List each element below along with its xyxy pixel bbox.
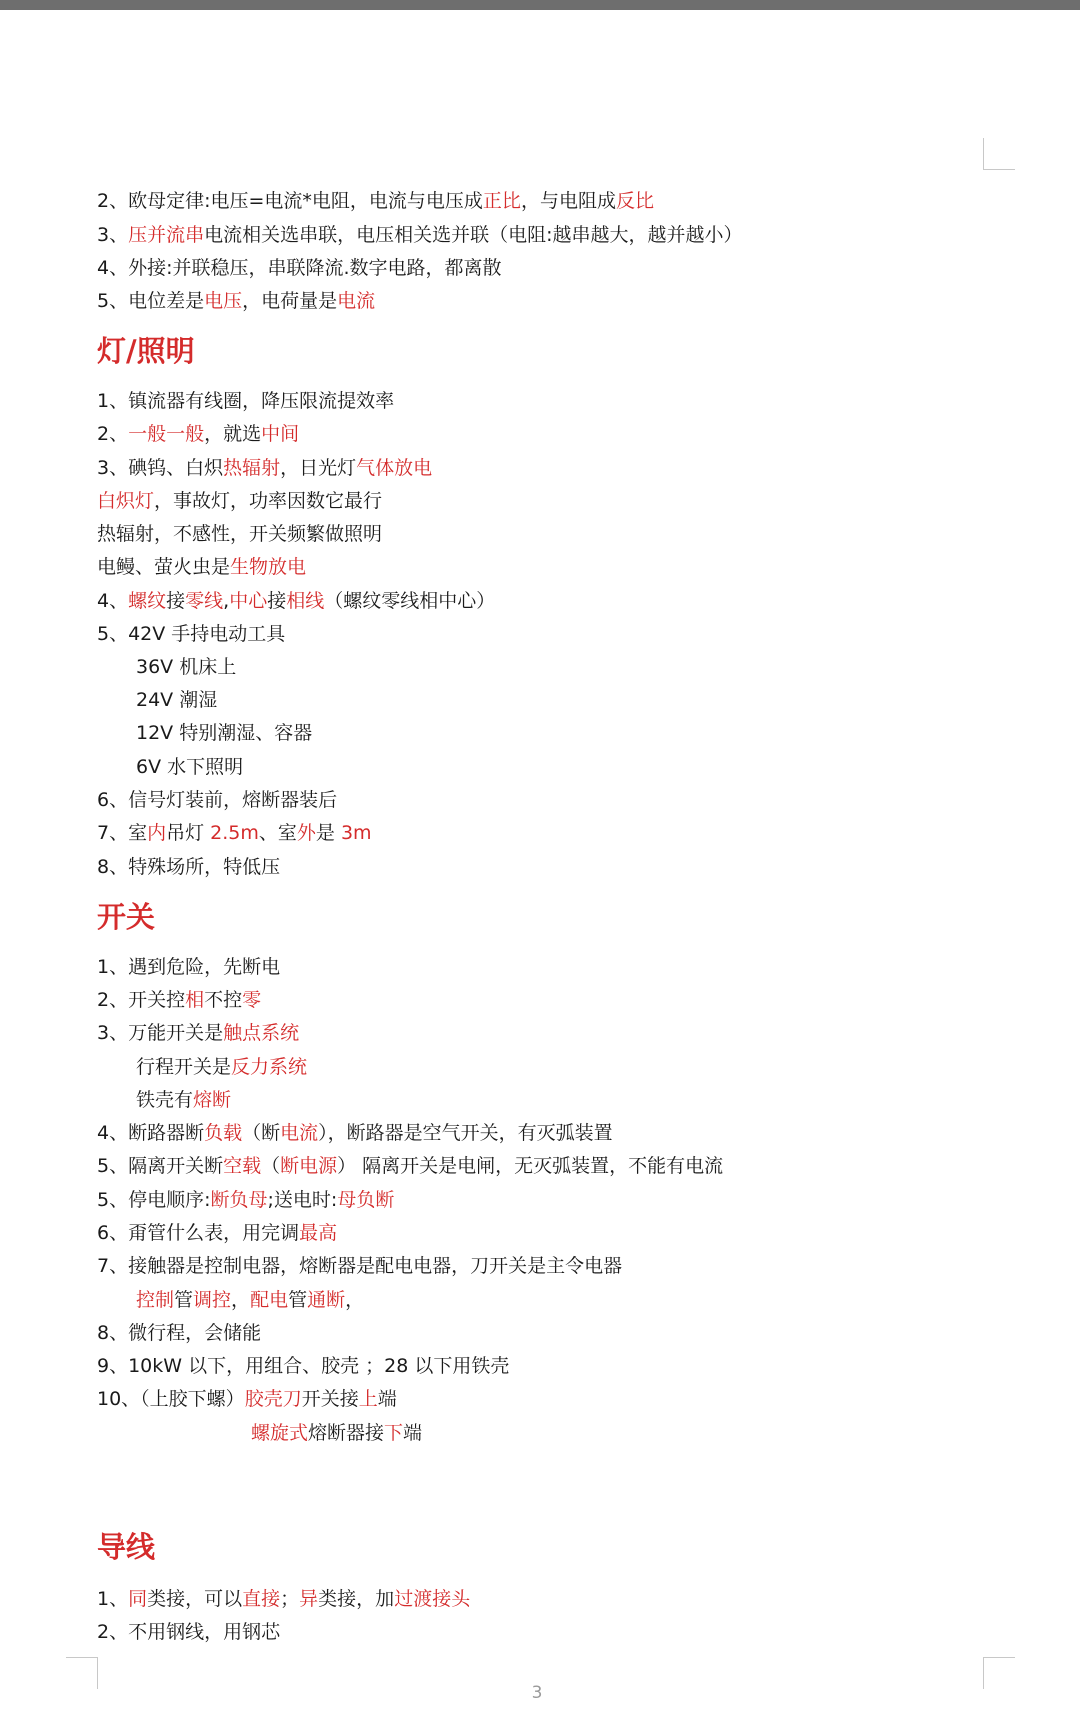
highlight-text: 电流	[280, 1122, 319, 1144]
text-segment: ;送电时:	[267, 1189, 338, 1211]
highlight-text: 熔断	[193, 1089, 232, 1111]
text-segment: 2、	[97, 423, 129, 445]
text-segment: 管	[174, 1289, 194, 1311]
highlight-text: 正比	[482, 190, 521, 212]
highlight-text: 反力系统	[231, 1056, 308, 1078]
text-segment: ，	[231, 1289, 251, 1311]
highlight-text: 中心	[229, 590, 268, 612]
highlight-text: 中间	[261, 423, 300, 445]
highlight-text: 2.5m	[210, 822, 259, 844]
text-segment: 8、特殊场所，特低压	[97, 856, 281, 878]
highlight-text: 配电	[250, 1289, 289, 1311]
text-line	[97, 288, 375, 314]
text-line	[97, 388, 394, 414]
text-segment: 3、	[97, 224, 129, 246]
text-segment: ） 隔离开关是电闸，无灭弧装置，不能有电流	[337, 1155, 724, 1177]
text-segment: ；	[280, 1588, 300, 1610]
text-line	[97, 1353, 509, 1379]
highlight-text: 压并流串	[128, 224, 205, 246]
text-segment: 24V 潮湿	[136, 689, 218, 711]
text-segment: 接	[267, 590, 287, 612]
text-segment: 电鳗、萤火虫是	[97, 556, 231, 578]
text-segment: 8、微行程，会储能	[97, 1322, 262, 1344]
page-number: 3	[531, 1683, 543, 1703]
section-heading-lighting: 灯/照明	[97, 334, 195, 368]
text-segment: 端	[377, 1388, 397, 1410]
highlight-text: 内	[147, 822, 167, 844]
highlight-text: 异	[299, 1588, 319, 1610]
text-segment: 12V 特别潮湿、容器	[136, 722, 313, 744]
highlight-text: 上	[358, 1388, 378, 1410]
crop-mark-top-right	[983, 138, 1015, 170]
highlight-text: 母负断	[337, 1189, 395, 1211]
text-line	[97, 1619, 280, 1645]
text-segment: 9、10kW 以下，用组合、胶壳 ；28 以下用铁壳	[97, 1355, 510, 1377]
text-line	[97, 255, 502, 281]
text-segment: 2、开关控	[97, 989, 186, 1011]
text-line	[136, 687, 217, 713]
text-segment: 7、接触器是控制电器，熔断器是配电电器，刀开关是主令电器	[97, 1255, 623, 1277]
section-heading-switch: 开关	[97, 900, 156, 934]
text-segment: 7、室	[97, 822, 148, 844]
highlight-text: 空载	[223, 1155, 262, 1177]
text-segment: 3、万能开关是	[97, 1022, 224, 1044]
highlight-text: 零	[242, 989, 262, 1011]
text-segment: 6V 水下照明	[136, 756, 244, 778]
highlight-text: 控制	[136, 1289, 175, 1311]
text-line	[97, 820, 372, 846]
text-segment: 10、（上胶下螺）	[97, 1388, 245, 1410]
text-segment: 行程开关是	[136, 1056, 232, 1078]
highlight-text: 气体放电	[356, 457, 433, 479]
text-segment: （断	[242, 1122, 281, 1144]
window-top-bar	[0, 0, 1080, 10]
text-segment: 类接，可以	[147, 1588, 243, 1610]
text-segment: ，	[345, 1289, 365, 1311]
text-segment: 熔断器接	[308, 1422, 385, 1444]
highlight-text: 电压	[204, 290, 243, 312]
text-segment: （螺纹零线相中心）	[324, 590, 496, 612]
highlight-text: 热辐射	[223, 457, 281, 479]
highlight-text: 螺旋式	[251, 1422, 309, 1444]
text-segment: 3、碘钨、白炽	[97, 457, 224, 479]
text-line	[97, 621, 285, 647]
text-line	[97, 554, 306, 580]
text-segment: 5、42V 手持电动工具	[97, 623, 286, 645]
text-line	[97, 1187, 394, 1213]
text-segment: 是	[315, 822, 341, 844]
crop-mark-bottom-right	[983, 1657, 1015, 1689]
text-segment: 电流相关选串联，电压相关选并联（电阻:越串越大，越并越小）	[204, 224, 743, 246]
text-segment: 热辐射，不感性，开关频繁做照明	[97, 523, 383, 545]
highlight-text: 相线	[286, 590, 325, 612]
text-segment: ，就选	[204, 423, 262, 445]
text-segment: 端	[403, 1422, 423, 1444]
text-line	[97, 188, 654, 214]
text-segment: 2、不用钢线，用钢芯	[97, 1621, 281, 1643]
text-segment: 1、	[97, 1588, 129, 1610]
highlight-text: 通断	[307, 1289, 346, 1311]
text-line	[97, 1586, 470, 1612]
text-segment: 5、电位差是	[97, 290, 205, 312]
text-segment: 铁壳有	[136, 1089, 194, 1111]
highlight-text: 一般一般	[128, 423, 205, 445]
text-segment: 5、隔离开关断	[97, 1155, 224, 1177]
text-line	[97, 1386, 397, 1412]
text-segment: 4、	[97, 590, 129, 612]
text-segment: 开关接	[301, 1388, 359, 1410]
highlight-text: 断负母	[210, 1189, 268, 1211]
highlight-text: 螺纹	[128, 590, 167, 612]
text-segment: 4、断路器断	[97, 1122, 205, 1144]
text-segment: 5、停电顺序:	[97, 1189, 211, 1211]
text-segment: 2、欧母定律:电压=电流*电阻，电流与电压成	[97, 190, 483, 212]
text-segment: 1、镇流器有线圈，降压限流提效率	[97, 390, 395, 412]
text-line	[97, 421, 299, 447]
text-segment: ,	[223, 590, 230, 612]
text-segment: （	[261, 1155, 281, 1177]
text-line	[97, 488, 382, 514]
text-line	[97, 588, 495, 614]
text-segment: ，日光灯	[280, 457, 357, 479]
text-segment: ，电荷量是	[242, 290, 338, 312]
text-segment: 4、外接:并联稳压，串联降流.数字电路，都离散	[97, 257, 502, 279]
text-line	[97, 1220, 337, 1246]
text-line	[97, 987, 261, 1013]
highlight-text: 过渡接头	[394, 1588, 471, 1610]
crop-mark-bottom-left	[66, 1657, 98, 1689]
highlight-text: 断电源	[280, 1155, 338, 1177]
text-segment: 管	[288, 1289, 308, 1311]
text-segment: 、室	[258, 822, 297, 844]
text-line	[97, 455, 432, 481]
text-line	[136, 1287, 364, 1313]
highlight-text: 电流	[337, 290, 376, 312]
highlight-text: 生物放电	[230, 556, 307, 578]
text-segment: ，与电阻成	[520, 190, 616, 212]
text-line	[97, 1120, 613, 1146]
text-segment: 36V 机床上	[136, 656, 237, 678]
highlight-text: 反比	[615, 190, 654, 212]
text-line	[97, 787, 337, 813]
highlight-text: 下	[384, 1422, 404, 1444]
highlight-text: 3m	[340, 822, 372, 844]
highlight-text: 最高	[299, 1222, 338, 1244]
highlight-text: 直接	[242, 1588, 281, 1610]
text-line	[97, 1253, 622, 1279]
text-line	[97, 1320, 261, 1346]
text-segment: 6、甭管什么表，用完调	[97, 1222, 300, 1244]
highlight-text: 触点系统	[223, 1022, 300, 1044]
text-segment: 吊灯	[166, 822, 211, 844]
text-segment: 接	[166, 590, 186, 612]
section-heading-wire: 导线	[97, 1530, 156, 1564]
text-line	[97, 1020, 299, 1046]
text-line	[97, 854, 280, 880]
highlight-text: 相	[185, 989, 205, 1011]
text-segment: ，事故灯，功率因数它最行	[154, 490, 383, 512]
highlight-text: 同	[128, 1588, 148, 1610]
text-segment: 6、信号灯装前，熔断器装后	[97, 789, 338, 811]
text-segment: 不控	[204, 989, 243, 1011]
text-line	[97, 222, 743, 248]
text-segment: 类接，加	[318, 1588, 395, 1610]
text-line	[97, 954, 280, 980]
text-segment: 1、遇到危险，先断电	[97, 956, 281, 978]
highlight-text: 调控	[193, 1289, 232, 1311]
text-segment: ），断路器是空气开关，有灭弧装置	[318, 1122, 613, 1144]
highlight-text: 负载	[204, 1122, 243, 1144]
text-line	[251, 1420, 422, 1446]
text-line	[136, 754, 243, 780]
text-line	[136, 1087, 231, 1113]
highlight-text: 外	[296, 822, 316, 844]
text-line	[136, 1054, 307, 1080]
text-line	[97, 521, 382, 547]
text-line	[97, 1153, 723, 1179]
highlight-text: 白炽灯	[97, 490, 155, 512]
highlight-text: 胶壳刀	[244, 1388, 302, 1410]
text-line	[136, 654, 236, 680]
text-line	[136, 720, 312, 746]
highlight-text: 零线	[185, 590, 224, 612]
